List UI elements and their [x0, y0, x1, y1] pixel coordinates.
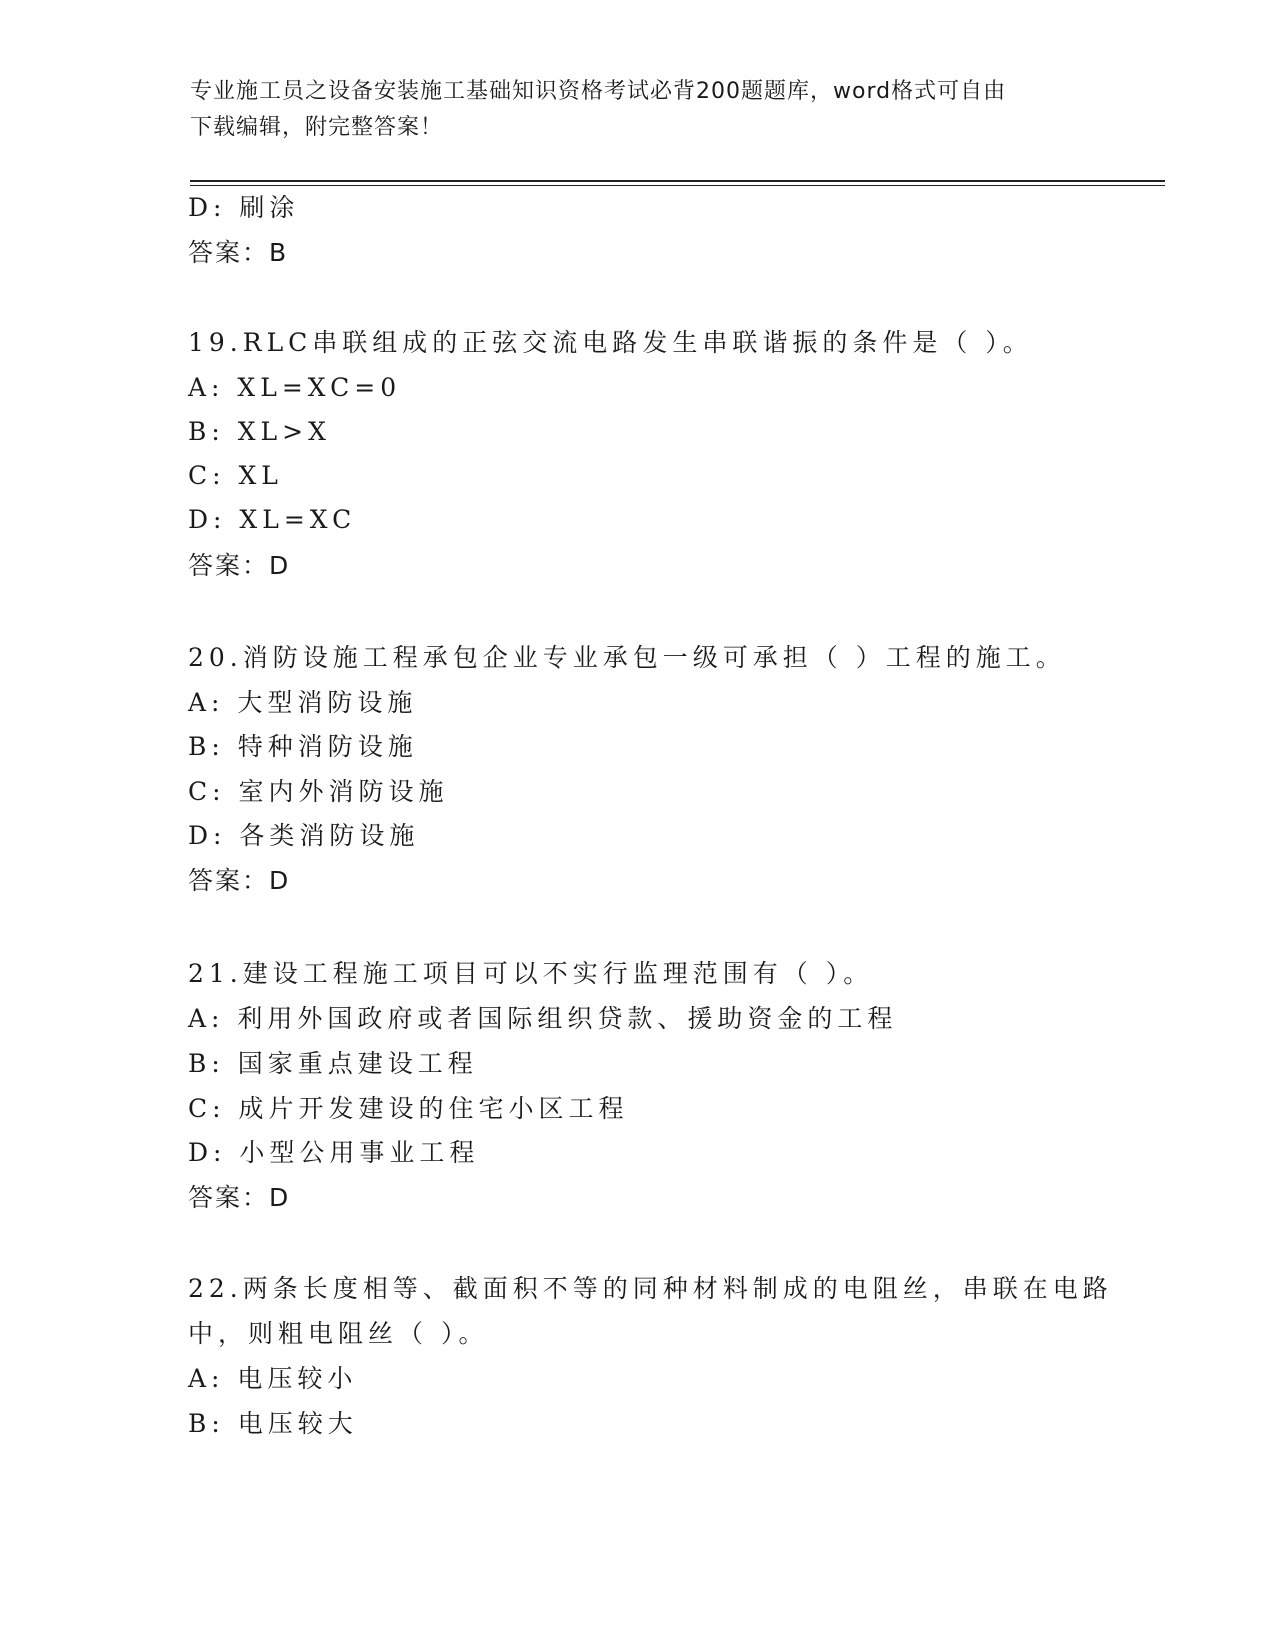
question-stem: 21.建设工程施工项目可以不实行监理范围有（ ）。 [188, 959, 874, 988]
option-text: B: 特种消防设施 [188, 732, 418, 761]
header-rule-bottom [190, 185, 1165, 186]
question-stem-continued: 中，则粗电阻丝（ ）。 [188, 1319, 489, 1348]
option-text: D: 刷涂 [188, 193, 300, 222]
question-stem: 20.消防设施工程承包企业专业承包一级可承担（ ）工程的施工。 [188, 643, 1066, 672]
option-text: D: 各类消防设施 [188, 821, 420, 850]
answer-text: 答案：D [188, 551, 291, 580]
option-text: A: 电压较小 [188, 1364, 358, 1393]
option-text: D: 小型公用事业工程 [188, 1138, 480, 1167]
option-text: B: XL>X [188, 417, 331, 446]
header-line-1: 专业施工员之设备安装施工基础知识资格考试必背200题题库，word格式可自由 [190, 79, 1007, 104]
option-text: C: 成片开发建设的住宅小区工程 [188, 1094, 629, 1123]
option-text: B: 电压较大 [188, 1409, 358, 1438]
header-rule-top [190, 180, 1165, 182]
answer-text: 答案：D [188, 866, 291, 895]
option-text: A: XL=XC=0 [188, 373, 402, 402]
option-text: C: XL [188, 461, 283, 490]
header-line-2: 下载编辑，附完整答案！ [190, 115, 444, 140]
option-text: C: 室内外消防设施 [188, 777, 449, 806]
option-text: B: 国家重点建设工程 [188, 1049, 478, 1078]
option-text: D: XL=XC [188, 505, 357, 534]
document-header [190, 74, 1090, 146]
option-text: A: 大型消防设施 [188, 688, 418, 717]
question-stem: 19.RLC串联组成的正弦交流电路发生串联谐振的条件是（ ）。 [188, 328, 1033, 357]
answer-text: 答案：D [188, 1183, 291, 1212]
answer-text: 答案：B [188, 238, 289, 267]
question-stem: 22.两条长度相等、截面积不等的同种材料制成的电阻丝，串联在电路 [188, 1274, 1113, 1303]
option-text: A: 利用外国政府或者国际组织贷款、援助资金的工程 [188, 1004, 898, 1033]
